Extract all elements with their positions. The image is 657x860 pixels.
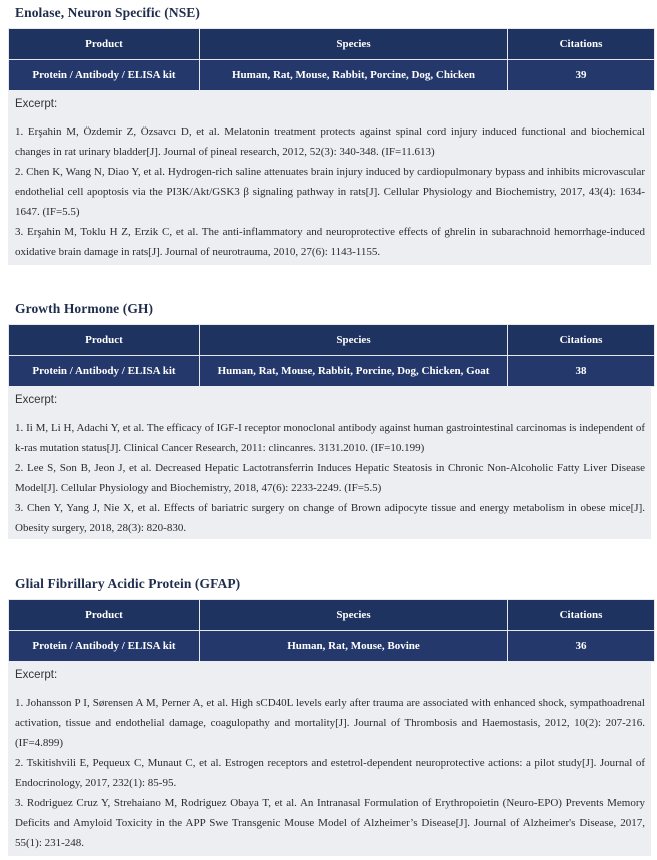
cell-species: Human, Rat, Mouse, Rabbit, Porcine, Dog, Chicken, Goat xyxy=(200,356,508,387)
excerpt-label: Excerpt: xyxy=(15,669,58,681)
excerpt-box xyxy=(8,661,651,856)
product-table xyxy=(8,324,655,387)
excerpt-box xyxy=(8,386,651,539)
header-species: Species xyxy=(200,600,508,631)
table-header-row xyxy=(9,325,655,356)
cell-product: Protein / Antibody / ELISA kit xyxy=(9,60,200,91)
reference-item: 1. Johansson P I, Sørensen A M, Perner A, et al. High sCD40L levels early after trauma are associated with enhanced shock, sympathoadrenal activation, tissue and endothelial damage, coagulopathy and mortality[J]. Journal of Thrombosis and Haemostasis, 2012, 10(2): 207-216. (IF=4.899) xyxy=(15,697,645,749)
reference-item: 2. Chen K, Wang N, Diao Y, et al. Hydrogen-rich saline attenuates brain injury induced by cardiopulmonary bypass and inhibits microvascular endothelial cell apoptosis via the PI3K/Akt/GSK3 β signaling pathway in rats[J]. Cellular Physiology and Biochemistry, 2017, 43(4): 1634-1647. (IF=5.5) xyxy=(15,166,645,218)
cell-citations: 38 xyxy=(508,356,655,387)
reference-item: 1. Ii M, Li H, Adachi Y, et al. The efficacy of IGF-I receptor monoclonal antibody against human gastrointestinal carcinomas is independent of k-ras mutation status[J]. Clinical Cancer Research, 2011: clincanres. 3131.2010. (IF=10.199) xyxy=(15,422,645,454)
product-section-gh xyxy=(8,297,651,547)
reference-item: 2. Tskitishvili E, Pequeux C, Munaut C, et al. Estrogen receptors and estetrol-dependent neuroprotective actions: a pilot study[J]. Journal of Endocrinology, 2017, 232(1): 85-95. xyxy=(15,757,645,789)
product-table xyxy=(8,599,655,662)
table-row xyxy=(9,60,655,91)
cell-product: Protein / Antibody / ELISA kit xyxy=(9,631,200,662)
cell-citations: 39 xyxy=(508,60,655,91)
reference-item: 1. Erşahin M, Özdemir Z, Özsavcı D, et al. Melatonin treatment protects against spinal cord injury induced functional and biochemical changes in rat urinary bladder[J]. Journal of pineal research, 2012, 52(3): 340-348. (IF=11.613) xyxy=(15,126,645,158)
section-title: Growth Hormone (GH) xyxy=(15,301,154,316)
cell-product: Protein / Antibody / ELISA kit xyxy=(9,356,200,387)
reference-item: 3. Erşahin M, Toklu H Z, Erzik C, et al. The anti-inflammatory and neuroprotective effects of ghrelin in subarachnoid hemorrhage-induced oxidative brain damage in rats[J]. Journal of neurotrauma, 2010, 27(6): 1143-1155. xyxy=(15,226,645,258)
cell-species: Human, Rat, Mouse, Rabbit, Porcine, Dog, Chicken xyxy=(200,60,508,91)
header-species: Species xyxy=(200,29,508,60)
table-row xyxy=(9,356,655,387)
reference-item: 2. Lee S, Son B, Jeon J, et al. Decreased Hepatic Lactotransferrin Induces Hepatic Steatosis in Chronic Non-Alcoholic Fatty Liver Disease Model[J]. Cellular Physiology and Biochemistry, 2018, 47(6): 2233-2249. (IF=5.5) xyxy=(15,462,645,494)
excerpt-label: Excerpt: xyxy=(15,394,58,406)
cell-species: Human, Rat, Mouse, Bovine xyxy=(200,631,508,662)
header-species: Species xyxy=(200,325,508,356)
table-header-row xyxy=(9,600,655,631)
product-section-nse xyxy=(8,0,651,270)
product-table xyxy=(8,28,655,91)
section-title: Enolase, Neuron Specific (NSE) xyxy=(15,5,201,20)
cell-citations: 36 xyxy=(508,631,655,662)
section-title: Glial Fibrillary Acidic Protein (GFAP) xyxy=(15,576,241,591)
excerpt-box xyxy=(8,90,651,265)
header-product: Product xyxy=(9,600,200,631)
table-row xyxy=(9,631,655,662)
table-header-row xyxy=(9,29,655,60)
header-citations: Citations xyxy=(508,600,655,631)
reference-item: 3. Rodriguez Cruz Y, Strehaiano M, Rodriguez Obaya T, et al. An Intranasal Formulation of Erythropoietin (Neuro-EPO) Prevents Memory Deficits and Amyloid Toxicity in the APP Swe Transgenic Mouse Model of Alzheimer’s Disease[J]. Journal of Alzheimer's Disease, 2017, 55(1): 231-248. xyxy=(15,797,645,849)
reference-item: 3. Chen Y, Yang J, Nie X, et al. Effects of bariatric surgery on change of Brown adipocyte tissue and energy metabolism in obese mice[J]. Obesity surgery, 2018, 28(3): 820-830. xyxy=(15,502,645,534)
product-section-gfap xyxy=(8,572,651,860)
header-citations: Citations xyxy=(508,325,655,356)
header-citations: Citations xyxy=(508,29,655,60)
header-product: Product xyxy=(9,29,200,60)
header-product: Product xyxy=(9,325,200,356)
excerpt-label: Excerpt: xyxy=(15,98,58,110)
